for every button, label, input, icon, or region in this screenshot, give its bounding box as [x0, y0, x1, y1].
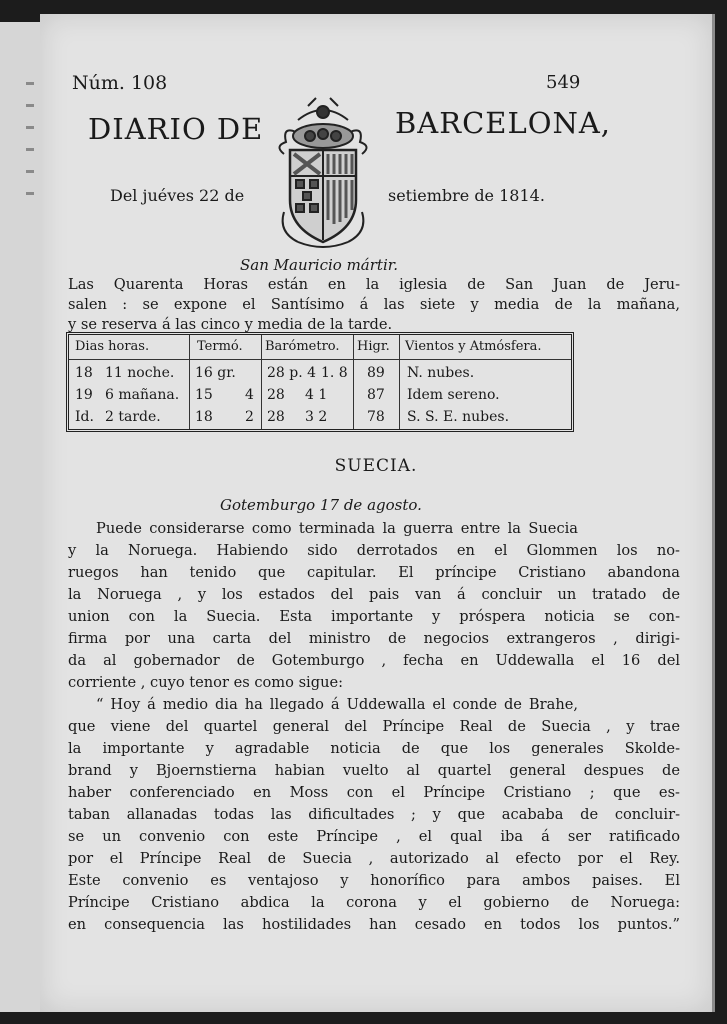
issue-date-left: Del juéves 22 de [110, 186, 245, 205]
table-cell: Idem sereno. [407, 387, 500, 403]
table-cell: 6 mañana. [105, 387, 180, 403]
issue-date-right: setiembre de 1814. [388, 186, 545, 205]
header-cell: Termó. [197, 339, 243, 354]
table-cell: 78 [367, 409, 385, 425]
page-number: 549 [546, 72, 581, 93]
body-line: “ Hoy á medio dia ha llegado á Uddewalla el conde de Brahe, [96, 696, 578, 713]
table-cell: 28 p. 4 [267, 365, 317, 381]
table-cell: Id. [75, 409, 94, 425]
table-cell: 19 [75, 387, 93, 403]
table-cell: 15 [195, 387, 213, 403]
table-cell: 16 gr. [195, 365, 236, 381]
table-cell: 11 noche. [105, 365, 175, 381]
column-divider [353, 335, 354, 429]
body-line: que viene del quartel general del Príncipe Real de Suecia , y trae [68, 718, 680, 735]
column-divider [399, 335, 400, 429]
body-line: y la Noruega. Habiendo sido derrotados en el Glommen los no- [68, 542, 680, 559]
table-cell: 18 [195, 409, 213, 425]
table-cell: 2 tarde. [105, 409, 161, 425]
column-divider [189, 335, 190, 429]
body-line: haber conferenciado en Moss con el Príncipe Cristiano ; que es- [68, 784, 680, 801]
masthead-title-left: DIARIO DE [88, 112, 264, 146]
table-cell: 3 2 [305, 409, 328, 425]
table-cell: 89 [367, 365, 385, 381]
body-line: la importante y agradable noticia de que los generales Skolde- [68, 740, 680, 757]
table-cell: 28 [267, 409, 285, 425]
weather-table [66, 332, 574, 432]
body-line: ruegos han tenido que capitular. El príncipe Cristiano abandona [68, 564, 680, 581]
table-cell: S. S. E. nubes. [407, 409, 510, 425]
header-cell: Higr. [357, 339, 390, 354]
body-line: corriente , cuyo tenor es como sigue: [68, 674, 344, 691]
body-line: brand y Bjoernstierna habian vuelto al quartel general despues de [68, 762, 680, 779]
left-page-text-fragments [26, 82, 34, 202]
body-line: la Noruega , y los estados del pais van á concluir un tratado de [68, 586, 680, 603]
body-line: Puede considerarse como terminada la guerra entre la Suecia [96, 520, 578, 537]
body-line: Este convenio es ventajoso y honorífico para ambos paises. El [68, 872, 680, 889]
coat-of-arms-icon [268, 92, 378, 250]
table-cell: 2 [245, 409, 254, 425]
body-line: Príncipe Cristiano abdica la corona y el gobierno de Noruega: [68, 894, 680, 911]
left-page-edge [0, 22, 42, 1012]
table-cell: 4 [245, 387, 254, 403]
masthead-title-right: BARCELONA, [395, 106, 612, 140]
body-line: da al gobernador de Gotemburgo , fecha en Uddewalla el 16 del [68, 652, 680, 669]
body-line: union con la Suecia. Esta importante y próspera noticia se con- [68, 608, 680, 625]
header-cell: Barómetro. [265, 339, 340, 354]
section-title: SUECIA. [334, 456, 418, 476]
header-cell: Vientos y Atmósfera. [405, 339, 542, 354]
notice-line: salen : se expone el Santísimo á las siete y media de la mañana, [68, 296, 680, 313]
table-cell: 4 1 [305, 387, 328, 403]
newspaper-page [40, 14, 715, 1012]
dateline: Gotemburgo 17 de agosto. [220, 496, 422, 514]
table-cell: 1. 8 [321, 365, 348, 381]
notice-line: Las Quarenta Horas están en la iglesia de San Juan de Jeru- [68, 276, 680, 293]
notice-line: y se reserva á las cinco y media de la tarde. [68, 316, 393, 333]
table-cell: 28 [267, 387, 285, 403]
body-line: por el Príncipe Real de Suecia , autorizado al efecto por el Rey. [68, 850, 680, 867]
saint-of-day: San Mauricio mártir. [240, 256, 399, 274]
body-line: firma por una carta del ministro de negocios extrangeros , dirigi- [68, 630, 680, 647]
column-divider [261, 335, 262, 429]
body-line: se un convenio con este Príncipe , el qual iba á ser ratificado [68, 828, 680, 845]
table-cell: 87 [367, 387, 385, 403]
table-cell: 18 [75, 365, 93, 381]
header-cell: Dias horas. [75, 339, 150, 354]
issue-number: Núm. 108 [72, 72, 168, 94]
body-line: taban allanadas todas las dificultades ; y que acababa de concluir- [68, 806, 680, 823]
table-cell: N. nubes. [407, 365, 475, 381]
body-line: en consequencia las hostilidades han cesado en todos los puntos.” [68, 916, 680, 933]
